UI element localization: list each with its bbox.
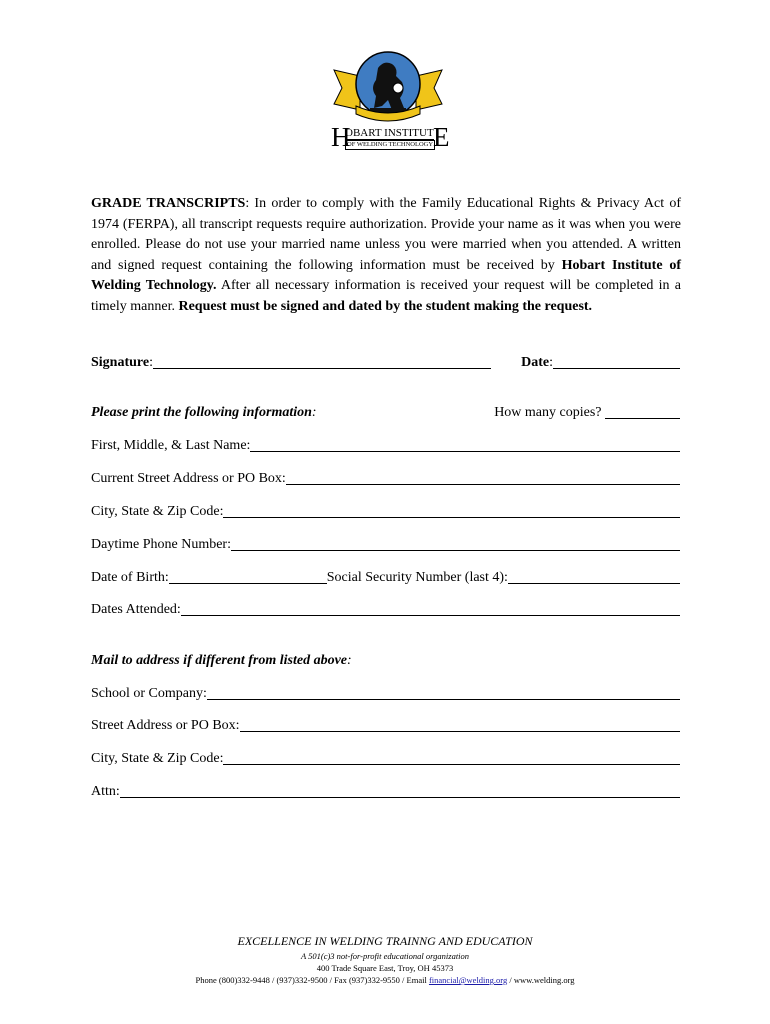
phone-field[interactable] [231,536,680,551]
intro-bold-end: Request must be signed and dated by the student making the request. [178,298,593,314]
print-info-row [91,402,680,422]
dob-label: Date of Birth: [91,570,169,585]
signature-label: Signature [91,355,150,370]
city2-row [91,748,680,768]
dates-label: Dates Attended: [91,602,181,617]
hobart-logo [330,48,450,152]
city2-field[interactable] [223,750,680,765]
copies-label: How many copies? [494,405,605,420]
date-label: Date [521,355,550,370]
intro-text-2: After all necessary information is received your request will be completed in a timely manner. [91,278,681,314]
mail-heading: Mail to address if different from listed above [91,653,347,668]
footer-contact-prefix: Phone (800)332-9448 / (937)332-9500 / Fax (937)332-9550 / Email [195,975,429,985]
logo-cap-e: E [433,122,450,152]
footer-address: 400 Trade Square East, Troy, OH 45373 [316,963,454,973]
mail-colon: : [347,653,352,668]
address-field[interactable] [286,470,680,485]
date-colon: : [549,355,553,370]
phone-label: Daytime Phone Number: [91,537,231,552]
footer-contact [0,975,770,985]
city-field[interactable] [223,503,680,518]
street-row [91,715,680,735]
intro-paragraph [91,194,681,318]
intro-text-1: : In order to comply with the Family Educational Rights & Privacy Act of 1974 (FERPA), all transcript requests require authorization. Provide your name as it was when you were enrolled. Please do not use your married name unless you were married when you attended. A written and signed request containing the following information must be received by [91,196,681,273]
name-field[interactable] [250,437,680,452]
print-info-colon: : [311,405,317,420]
welder-emblem-icon [330,48,446,128]
city-row [91,501,680,521]
city2-label: City, State & Zip Code: [91,751,224,766]
school-row [91,683,680,703]
copies-field[interactable] [605,404,680,419]
intro-heading: GRADE TRANSCRIPTS [91,196,246,211]
mail-heading-row [91,650,680,670]
ssn-field[interactable] [508,569,680,584]
dates-row [91,599,680,619]
city-label: City, State & Zip Code: [91,504,224,519]
footer-tagline: EXCELLENCE IN WELDING TRAINNG AND EDUCATION [237,934,533,948]
intro-institute: Hobart Institute of Welding Technology. [91,257,682,294]
footer-email-link[interactable]: financial@welding.org [428,975,508,985]
attn-row [91,781,680,801]
attn-label: Attn: [91,784,120,799]
date-field[interactable] [553,354,680,369]
street-label: Street Address or PO Box: [91,718,240,733]
street-field[interactable] [240,717,680,732]
dob-ssn-row [91,567,680,587]
print-info-label: Please print the following information [91,405,312,420]
footer-contact-suffix: / www.welding.org [507,975,575,985]
name-row [91,435,680,455]
name-label: First, Middle, & Last Name: [91,438,251,453]
dates-field[interactable] [181,601,680,616]
signature-row [91,352,680,372]
address-row [91,468,680,488]
dob-field[interactable] [169,569,327,584]
address-label: Current Street Address or PO Box: [91,471,286,486]
phone-row [91,534,680,554]
ssn-label: Social Security Number (last 4): [326,570,508,585]
school-label: School or Company: [91,686,207,701]
attn-field[interactable] [120,783,680,798]
logo-wordmark [330,122,450,152]
footer-nonprofit: A 501(c)3 not-for-profit educational organization [300,951,470,961]
signature-colon: : [149,355,153,370]
signature-field[interactable] [153,354,491,369]
logo-name-line2: OF WELDING TECHNOLOGY [347,141,434,148]
logo-cap-h: H [331,122,351,152]
logo-name-line1: OBART INSTITUT [345,127,434,139]
school-field[interactable] [207,685,680,700]
